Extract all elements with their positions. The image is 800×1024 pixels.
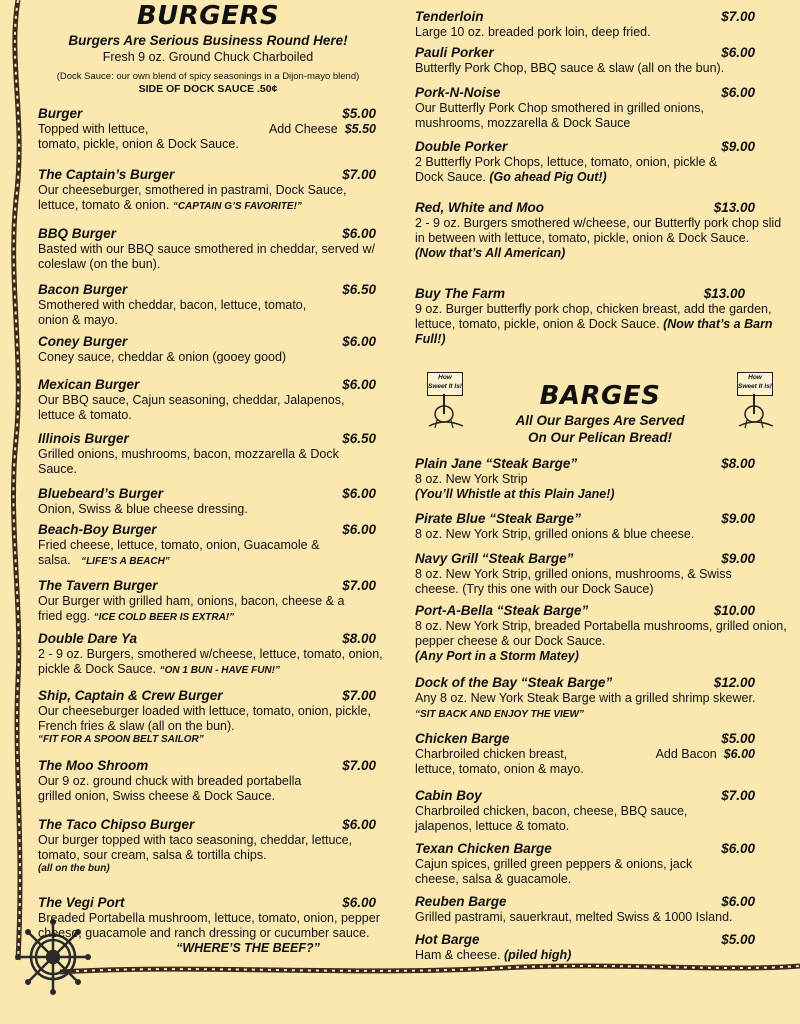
item-desc: 2 - 9 oz. Burgers smothered w/cheese, our Butterfly pork chop slid in between with lettuce, tomato, pickle, onion & Dock Sauce. <box>415 216 782 245</box>
item-desc: Our 9 oz. ground chuck with breaded portabella grilled onion, Swiss cheese & Dock Sauce. <box>38 774 302 803</box>
item-name: The Taco Chipso Burger <box>38 817 195 832</box>
item-tag: (piled high) <box>503 948 572 962</box>
item-name: Double Porker <box>415 139 508 154</box>
item-price: $6.00 <box>342 895 376 910</box>
item-desc: Large 10 oz. breaded pork loin, deep fried. <box>415 25 651 39</box>
item-desc: Our cheeseburger loaded with lettuce, tomato, onion, pickle, French fries & slaw (all on the bun). <box>38 704 371 733</box>
menu-item <box>38 226 378 272</box>
item-name: Reuben Barge <box>415 894 507 909</box>
menu-item <box>38 282 378 328</box>
item-name: Mexican Burger <box>38 377 140 392</box>
dock-sauce-side: SIDE OF DOCK SAUCE .50¢ <box>138 83 278 95</box>
item-desc: 8 oz. New York Strip <box>415 472 528 486</box>
item-name: Tenderloin <box>415 9 484 24</box>
item-name: Cabin Boy <box>415 788 482 803</box>
item-addon-price: $6.00 <box>723 747 755 761</box>
item-tag: “ICE COLD BEER IS EXTRA!” <box>93 612 235 623</box>
item-price: $13.00 <box>703 286 745 301</box>
item-price: $7.00 <box>342 167 376 182</box>
item-desc: Fried cheese, lettuce, tomato, onion, Guacamole & salsa. <box>38 538 320 567</box>
how-sweet-sign-right-icon: How Sweet It Is! <box>733 370 777 430</box>
item-desc: Grilled onions, mushrooms, bacon, mozzarella & Dock Sauce. <box>38 447 339 476</box>
menu-item <box>38 431 378 477</box>
item-name: Buy The Farm <box>415 286 506 301</box>
item-name: The Tavern Burger <box>38 578 158 593</box>
item-desc: Our Butterfly Pork Chop smothered in grilled onions, mushrooms, mozzarella & Dock Sauce <box>415 101 705 130</box>
item-name: BBQ Burger <box>38 226 117 241</box>
item-tag: (Any Port in a Storm Matey) <box>415 649 579 663</box>
item-desc-2: tomato, pickle, onion & Dock Sauce. <box>38 137 239 151</box>
item-desc: Cajun spices, grilled green peppers & onions, jack cheese, salsa & guacamole. <box>415 857 693 886</box>
item-price: $12.00 <box>713 675 755 690</box>
item-price: $6.00 <box>342 226 376 241</box>
barges-tagline-2: On Our Pelican Bread! <box>527 430 673 445</box>
menu-item <box>415 675 795 722</box>
menu-item <box>415 456 795 501</box>
item-price: $8.00 <box>342 631 376 646</box>
item-desc: Breaded Portabella mushroom, lettuce, tomato, onion, pepper cheese, guacamole and ranch dressing or cucumber sauce. <box>38 911 380 940</box>
menu-item <box>38 167 378 214</box>
item-tag: “CAPTAIN G’S FAVORITE!” <box>172 201 302 212</box>
item-name: Bluebeard’s Burger <box>38 486 164 501</box>
menu-item <box>415 894 795 925</box>
menu-item <box>415 45 795 76</box>
item-desc: Our Burger with grilled ham, onions, bacon, cheese & a fried egg. <box>38 594 345 623</box>
menu-item <box>38 522 378 569</box>
item-desc: Our BBQ sauce, Cajun seasoning, cheddar, Jalapenos, lettuce & tomato. <box>38 393 345 422</box>
menu-item <box>38 895 378 955</box>
item-tag: (Now that’s a Barn Full!) <box>415 317 773 346</box>
item-tag: “FIT FOR A SPOON BELT SAILOR” <box>38 734 204 745</box>
item-price: $5.00 <box>721 731 755 746</box>
burgers-tagline: Burgers Are Serious Business Round Here! <box>68 33 348 48</box>
item-tag: (Now that’s All American) <box>415 246 566 260</box>
barges-tagline-1: All Our Barges Are Served <box>515 413 685 428</box>
item-name: Hot Barge <box>415 932 480 947</box>
item-addon-price: $5.50 <box>344 122 376 136</box>
item-desc: 9 oz. Burger butterfly pork chop, chicken breast, add the garden, lettuce, tomato, pickle, onion & Dock Sauce. <box>415 302 772 331</box>
item-name: Pauli Porker <box>415 45 494 60</box>
item-price: $6.00 <box>721 45 755 60</box>
item-price: $6.00 <box>342 334 376 349</box>
item-name: Burger <box>38 106 83 121</box>
item-price: $6.00 <box>721 894 755 909</box>
item-name: The Moo Shroom <box>38 758 149 773</box>
item-name: Double Dare Ya <box>38 631 138 646</box>
item-price: $8.00 <box>721 456 755 471</box>
dock-sauce-note: (Dock Sauce: our own blend of spicy seasonings in a Dijon-mayo blend) <box>56 71 360 82</box>
item-price: $7.00 <box>342 688 376 703</box>
item-desc: Charbroiled chicken breast, <box>415 747 568 761</box>
item-addon: Add Cheese <box>268 122 338 136</box>
item-desc: Onion, Swiss & blue cheese dressing. <box>38 502 248 516</box>
item-name: Port-A-Bella “Steak Barge” <box>415 603 589 618</box>
item-desc: 2 - 9 oz. Burgers, smothered w/cheese, lettuce, tomato, onion, pickle & Dock Sauce. <box>38 647 383 676</box>
item-price: $9.00 <box>721 551 755 566</box>
item-desc: Coney sauce, cheddar & onion (gooey good) <box>38 350 287 364</box>
menu-item <box>38 377 378 423</box>
item-desc: Butterfly Pork Chop, BBQ sauce & slaw (all on the bun). <box>415 61 725 75</box>
item-name: Bacon Burger <box>38 282 128 297</box>
menu-item <box>415 139 795 185</box>
item-desc: Any 8 oz. New York Steak Barge with a grilled shrimp skewer. <box>415 691 756 705</box>
item-name: Texan Chicken Barge <box>415 841 552 856</box>
item-price: $6.00 <box>342 522 376 537</box>
menu-item <box>415 603 795 663</box>
menu-item <box>415 85 795 131</box>
item-tag: “SIT BACK AND ENJOY THE VIEW” <box>415 709 584 720</box>
item-desc: Grilled pastrami, sauerkraut, melted Swiss & 1000 Island. <box>415 910 733 924</box>
item-name: The Captain’s Burger <box>38 167 175 182</box>
item-price: $6.00 <box>721 85 755 100</box>
item-price: $6.00 <box>342 817 376 832</box>
item-tag: (You’ll Whistle at this Plain Jane!) <box>415 487 615 501</box>
item-desc: Topped with lettuce, <box>38 122 149 136</box>
item-price: $7.00 <box>342 578 376 593</box>
item-desc: 8 oz. New York Strip, grilled onions, mushrooms, & Swiss cheese. (Try this one with our Dock Sauce) <box>415 567 732 596</box>
item-price: $5.00 <box>342 106 376 121</box>
rope-border-left <box>0 0 30 1024</box>
menu-item <box>38 688 378 745</box>
menu-item <box>38 817 378 874</box>
item-name: Illinois Burger <box>38 431 129 446</box>
item-desc: Our cheeseburger, smothered in pastrami, Dock Sauce, lettuce, tomato & onion. <box>38 183 347 212</box>
item-desc: 8 oz. New York Strip, grilled onions & blue cheese. <box>415 527 695 541</box>
item-name: Plain Jane “Steak Barge” <box>415 456 578 471</box>
item-tag: “ON 1 BUN - HAVE FUN!” <box>159 665 280 676</box>
item-name: Chicken Barge <box>415 731 510 746</box>
menu-item <box>415 551 795 597</box>
item-price: $5.00 <box>721 932 755 947</box>
menu-item <box>415 9 795 40</box>
menu-item <box>38 334 378 365</box>
item-price: $6.50 <box>342 282 376 297</box>
item-price: $10.00 <box>713 603 755 618</box>
item-desc-2: lettuce, tomato, onion & mayo. <box>415 762 584 776</box>
item-price: $9.00 <box>721 139 755 154</box>
item-name: Navy Grill “Steak Barge” <box>415 551 574 566</box>
item-desc: Our burger topped with taco seasoning, cheddar, lettuce, tomato, sour cream, salsa & tortilla chips. <box>38 833 353 862</box>
item-tag: “WHERE’S THE BEEF?” <box>176 941 320 955</box>
item-name: Ship, Captain & Crew Burger <box>38 688 223 703</box>
burgers-title: BURGERS <box>136 1 280 31</box>
item-price: $6.50 <box>342 431 376 446</box>
item-tag: (all on the bun) <box>38 863 110 874</box>
item-name: Beach-Boy Burger <box>38 522 157 537</box>
menu-item <box>415 788 795 834</box>
menu-item <box>38 486 378 517</box>
item-price: $6.00 <box>342 377 376 392</box>
how-sweet-sign-left-icon: How Sweet It Is! <box>423 370 467 430</box>
item-price: $9.00 <box>721 511 755 526</box>
item-name: Red, White and Moo <box>415 200 544 215</box>
item-name: Pork-N-Noise <box>415 85 501 100</box>
barges-title: BARGES <box>539 381 661 411</box>
item-desc: Smothered with cheddar, bacon, lettuce, tomato, onion & mayo. <box>38 298 307 327</box>
item-price: $6.00 <box>721 841 755 856</box>
item-desc: 2 Butterfly Pork Chops, lettuce, tomato, onion, pickle & Dock Sauce. <box>415 155 718 184</box>
item-name: The Vegi Port <box>38 895 125 910</box>
menu-item <box>38 106 378 152</box>
item-tag: (Go ahead Pig Out!) <box>489 170 607 184</box>
item-addon: Add Bacon <box>655 747 717 761</box>
item-price: $7.00 <box>342 758 376 773</box>
burgers-subline: Fresh 9 oz. Ground Chuck Charboiled <box>102 50 314 64</box>
item-name: Coney Burger <box>38 334 128 349</box>
menu-item <box>38 758 378 804</box>
item-desc: 8 oz. New York Strip, breaded Portabella mushrooms, grilled onion, pepper cheese & our Dock Sauce. <box>415 619 787 648</box>
item-name: Pirate Blue “Steak Barge” <box>415 511 581 526</box>
item-price: $7.00 <box>721 9 755 24</box>
menu-item <box>415 200 795 260</box>
menu-item <box>415 841 795 887</box>
item-price: $13.00 <box>713 200 755 215</box>
item-price: $6.00 <box>342 486 376 501</box>
item-tag: “LIFE’S A BEACH” <box>81 556 170 567</box>
menu-item <box>415 511 795 542</box>
menu-item <box>38 578 378 625</box>
menu-item <box>415 932 795 963</box>
item-desc: Ham & cheese. <box>415 948 501 962</box>
item-desc: Charbroiled chicken, bacon, cheese, BBQ sauce, jalapenos, lettuce & tomato. <box>415 804 688 833</box>
menu-item <box>415 731 795 777</box>
item-price: $7.00 <box>721 788 755 803</box>
menu-item <box>415 286 795 347</box>
menu-item <box>38 631 383 678</box>
item-desc: Basted with our BBQ sauce smothered in cheddar, served w/ coleslaw (on the bun). <box>38 242 375 271</box>
item-name: Dock of the Bay “Steak Barge” <box>415 675 613 690</box>
